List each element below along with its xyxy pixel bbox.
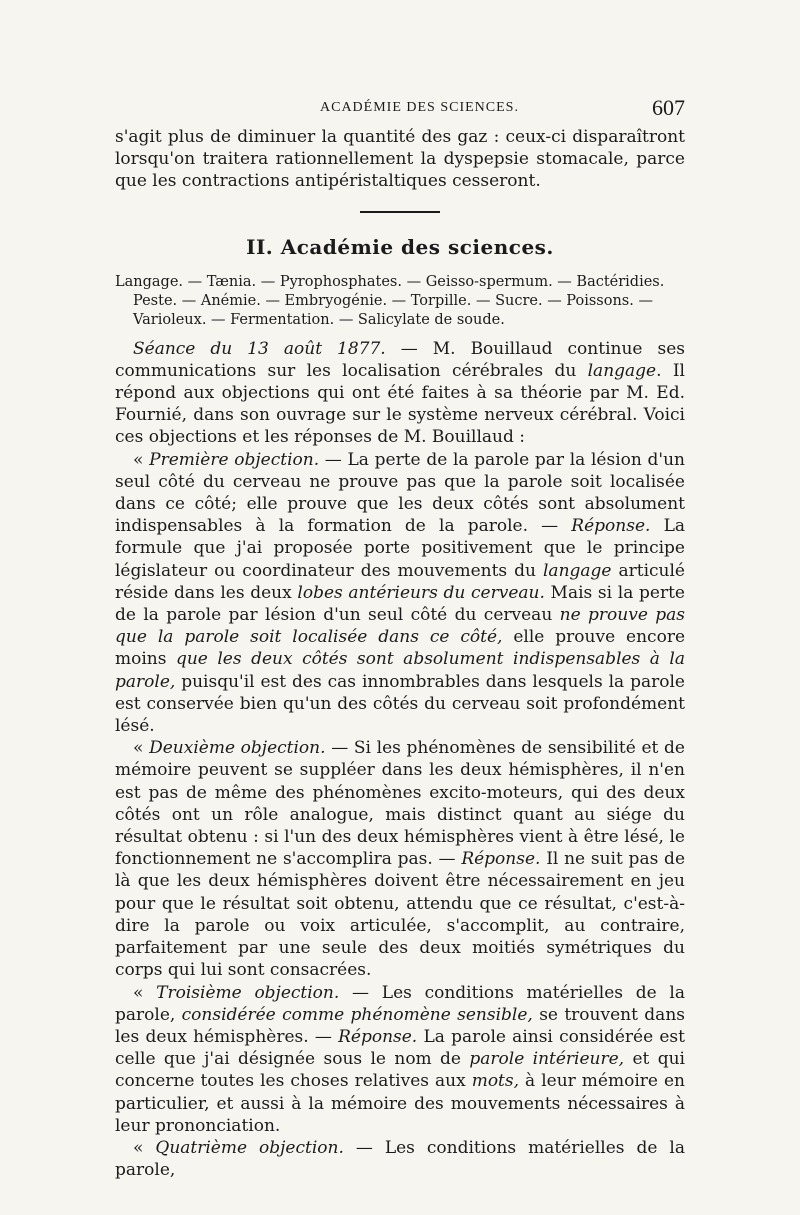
objection-label: Troisième objection. (156, 982, 340, 1003)
running-head (115, 96, 685, 126)
paragraph-first-objection: « Première objection. — La perte de la parole par la lésion d'un seul côté du cerveau ne prouve pas que la parole soit localisée dans ce côté; elle prouve que les deux côtés sont absolument indispensables à la formation de la parole. — Réponse. La formule que j'ai proposée porte positivement que le principe législateur ou coordinateur des mouvements du langage articulé réside dans les deux lobes antérieurs du cerveau. Mais si la perte de la parole par lésion d'un seul côté du cerveau ne prouve pas que la parole soit localisée dans ce côté, elle prouve encore moins que les deux côtés sont absolument indispensables à la parole, puisqu'il est des cas innombrables dans lesquels la parole est conservée bien qu'un des côtés du cerveau soit profondément lésé. (115, 449, 686, 737)
seance-date: Séance du 13 août 1877. (133, 338, 386, 359)
paragraph-seance: Séance du 13 août 1877. — M. Bouillaud continue ses communications sur les localisation cérébrales du langage. Il répond aux objections qui ont été faites à sa théorie par M. Ed. Fournié, dans son ouvrage sur le système nerveux cérébral. Voici ces objections et les réponses de M. Bouillaud : (115, 338, 685, 448)
section-divider (360, 211, 440, 213)
paragraph-fourth-objection: « Quatrième objection. — Les conditions matérielles de la parole, (115, 1137, 685, 1181)
objection-label: Première objection. (149, 449, 320, 470)
objection-label: Quatrième objection. (155, 1137, 344, 1158)
section-heading: II. Académie des sciences. (246, 234, 554, 259)
intro-paragraph: s'agit plus de diminuer la quantité des gaz : ceux-ci disparaîtront lorsqu'on traitera rationnellement la dyspepsie stomacale, parce que les contractions antipéristaltiques cesseront. (115, 127, 685, 192)
paragraph-third-objection: « Troisième objection. — Les conditions matérielles de la parole, considérée comme phénomène sensible, se trouvent dans les deux hémisphères. — Réponse. La parole ainsi considérée est celle que j'ai désignée sous le nom de parole intérieure, et qui concerne toutes les choses relatives aux mots, à leur mémoire en particulier, et aussi à la mémoire des mouvements nécessaires à leur prononciation. (115, 982, 685, 1136)
keyword-line: Varioleux. — Fermentation. — Salicylate de soude. (133, 311, 505, 328)
response-label: Réponse. (571, 516, 651, 537)
response-label: Réponse. (338, 1026, 418, 1047)
running-title: ACADÉMIE DES SCIENCES. (320, 100, 519, 115)
page-number: 607 (652, 95, 685, 120)
book-page (115, 96, 685, 1181)
objection-label: Deuxième objection. (149, 738, 326, 759)
keyword-summary (115, 273, 685, 330)
keyword-line: Langage. — Tænia. — Pyrophosphates. — Geisso-spermum. — Bactéridies. (115, 273, 665, 290)
response-label: Réponse. (461, 849, 541, 870)
paragraph-second-objection: « Deuxième objection. — Si les phénomènes de sensibilité et de mémoire peuvent se suppléer dans les deux hémisphères, il n'en est pas de même des phénomènes excito-moteurs, qui des deux côtés ont un rôle analogue, mais distinct quant au siége du résultat obtenu : si l'un des deux hémisphères vient à être lésé, le fonctionnement ne s'accomplira pas. — Réponse. Il ne suit pas de là que les deux hémisphères doivent être nécessairement en jeu pour que le résultat soit obtenu, attendu que ce résultat, c'est-à-dire la parole ou voix articulée, s'accomplit, au contraire, parfaitement par une seule des deux moitiés symétriques du corps qui lui sont consacrées. (115, 738, 686, 981)
keyword-line: Peste. — Anémie. — Embryogénie. — Torpille. — Sucre. — Poissons. — (133, 292, 653, 309)
